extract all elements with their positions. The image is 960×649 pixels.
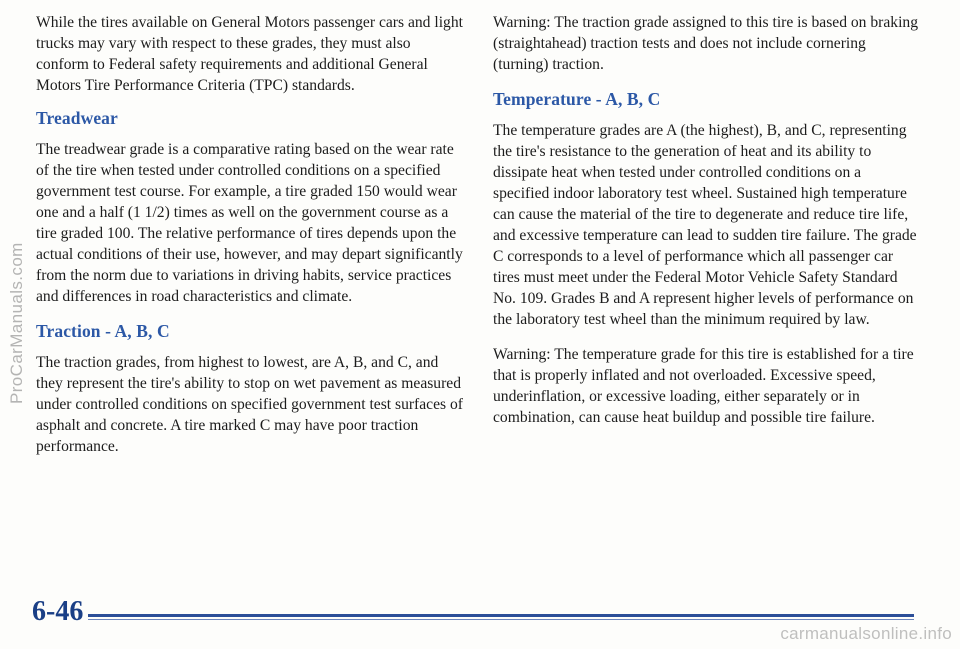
temperature-warning: Warning: The temperature grade for this tire is established for a tire that is properly inflated and not overloaded. Excessive speed, underinflation, or excessive loading, either separately or in combination, can cause heat buildup and possible tire failure. <box>493 346 914 426</box>
bottom-watermark: carmanualsonline.info <box>780 624 952 643</box>
left-column <box>36 12 466 457</box>
footer-rule <box>88 614 914 617</box>
side-watermark <box>2 220 32 410</box>
traction-warning: Warning: The traction grade assigned to this tire is based on braking (straightahead) traction tests and does not include cornering (turning) traction. <box>493 14 919 73</box>
right-column <box>493 12 918 428</box>
treadwear-heading: Treadwear <box>36 108 118 128</box>
page-number: 6-46 <box>32 596 84 627</box>
temperature-paragraph: The temperature grades are A (the highest), B, and C, representing the tire's resistance to the generation of heat and its ability to dissipate heat when tested under controlled conditions on a specified indoor laboratory test wheel. Sustained high temperature can cause the material of the tire to degenerate and reduce tire life, and excessive temperature can lead to sudden tire failure. The grade C corresponds to a level of performance which all passenger car tires must meet under the Federal Motor Vehicle Safety Standard No. 109. Grades B and A represent higher levels of performance on the laboratory test wheel than the minimum required by law. <box>493 122 917 328</box>
traction-heading: Traction - A, B, C <box>36 321 170 341</box>
side-watermark-text: ProCarManuals.com <box>7 242 26 404</box>
intro-paragraph: While the tires available on General Motors passenger cars and light trucks may vary with respect to these grades, they must also conform to Federal safety requirements and additional General Motors Tire Performance Criteria (TPC) standards. <box>36 14 463 94</box>
treadwear-paragraph: The treadwear grade is a comparative rating based on the wear rate of the tire when tested under controlled conditions on a specified government test course. For example, a tire graded 150 would wear one and a half (1 1/2) times as well on the government course as a tire graded 100. The relative performance of tires depends upon the actual conditions of their use, however, and may depart significantly from the norm due to variations in driving habits, service practices and differences in road characteristics and climate. <box>36 141 463 305</box>
temperature-heading: Temperature - A, B, C <box>493 89 661 109</box>
traction-paragraph: The traction grades, from highest to lowest, are A, B, and C, and they represent the tire's ability to stop on wet pavement as measured under controlled conditions on specified government test surfaces of asphalt and concrete. A tire marked C may have poor traction performance. <box>36 354 463 455</box>
footer-rule-thin <box>88 619 914 620</box>
